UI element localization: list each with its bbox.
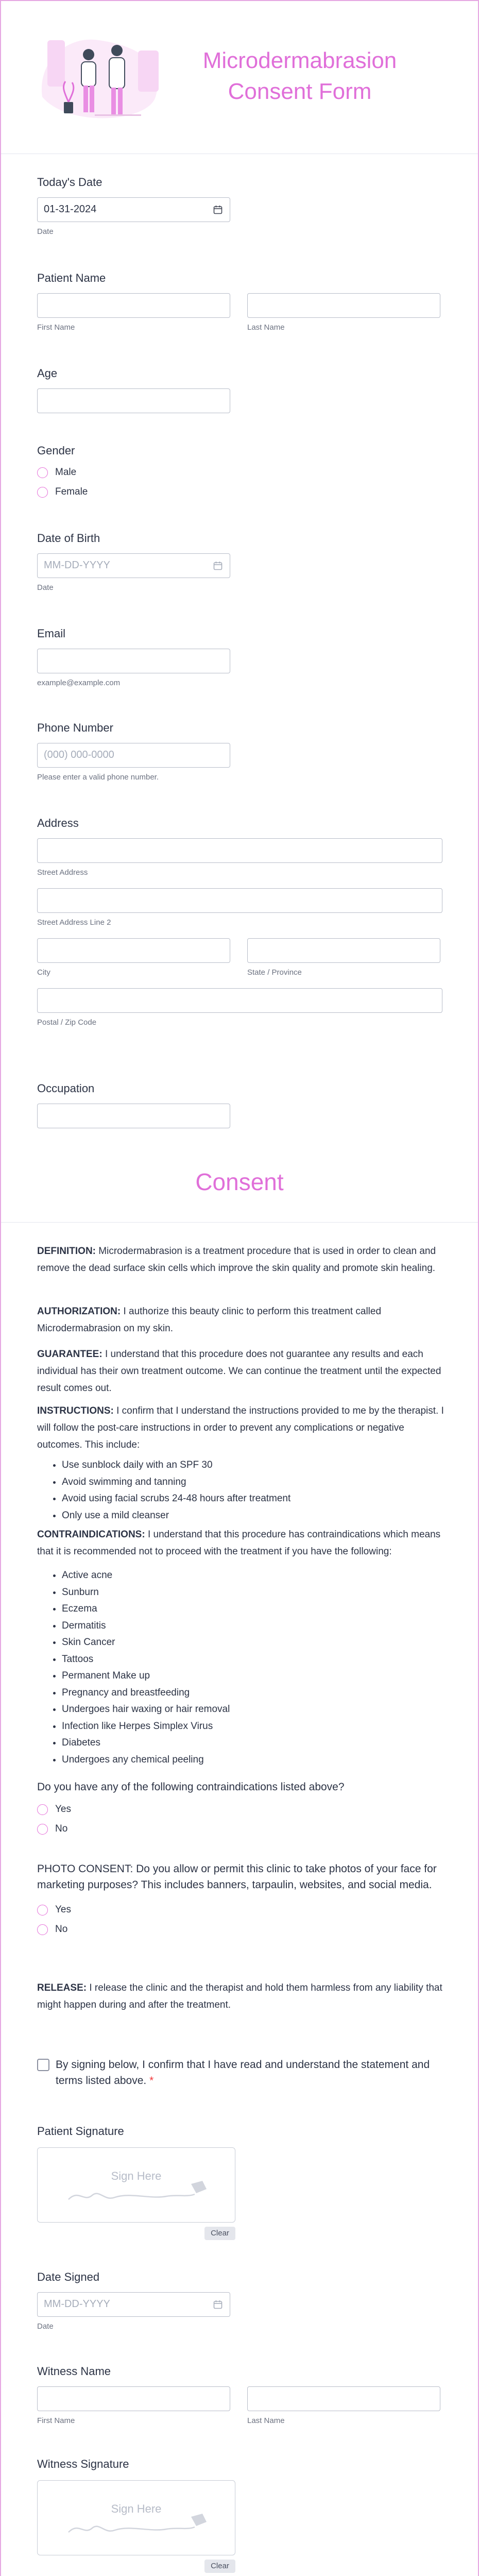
date-signed-1-input[interactable] bbox=[37, 2292, 230, 2317]
date-signed-1-placeholder: MM-DD-YYYY bbox=[44, 2298, 110, 2310]
witness-name-label: Witness Name bbox=[37, 2365, 111, 2378]
occupation-label: Occupation bbox=[37, 1082, 95, 1095]
todays-date-field bbox=[37, 176, 230, 236]
date-signed-1-label: Date Signed bbox=[37, 2270, 100, 2283]
sign-here-placeholder: Sign Here bbox=[111, 2502, 162, 2515]
form-title-line1: Microdermabrasion bbox=[202, 48, 397, 73]
contra-option-yes[interactable] bbox=[37, 1800, 447, 1819]
required-mark: * bbox=[149, 2075, 154, 2087]
phone-field bbox=[37, 721, 230, 782]
occupation-input[interactable] bbox=[37, 1104, 230, 1128]
witness-signature-field bbox=[37, 2458, 235, 2576]
email-field bbox=[37, 627, 230, 687]
form-header bbox=[1, 1, 478, 154]
todays-date-label: Today's Date bbox=[37, 176, 102, 189]
street-address-2-sublabel: Street Address Line 2 bbox=[37, 918, 111, 927]
sign-here-placeholder: Sign Here bbox=[111, 2170, 162, 2182]
patient-name-field bbox=[37, 272, 440, 332]
calendar-icon[interactable] bbox=[213, 205, 223, 214]
contra-yes-label: Yes bbox=[55, 1804, 71, 1815]
list-item: • Undergoes hair waxing or hair removal bbox=[62, 1701, 471, 1718]
patient-first-name-input[interactable] bbox=[37, 293, 230, 318]
instructions-paragraph bbox=[37, 1402, 447, 1453]
list-item: • Eczema bbox=[62, 1601, 471, 1618]
street-address-sublabel: Street Address bbox=[37, 868, 88, 877]
list-item: • Use sunblock daily with an SPF 30 bbox=[62, 1457, 471, 1474]
guarantee-text: I understand that this procedure does not guarantee any results and each individual has their own treatment outcome. We can continue the treatment until the expected result comes out. bbox=[37, 1349, 441, 1394]
email-input[interactable] bbox=[37, 649, 230, 673]
release-heading: RELEASE: bbox=[37, 1982, 87, 1993]
street-address-input[interactable] bbox=[37, 838, 442, 863]
witness-signature-label: Witness Signature bbox=[37, 2458, 129, 2470]
photo-option-no[interactable] bbox=[37, 1920, 444, 1939]
witness-last-name-sublabel: Last Name bbox=[247, 2416, 285, 2425]
age-label: Age bbox=[37, 367, 58, 380]
list-item: • Avoid swimming and tanning bbox=[62, 1474, 471, 1491]
contraindications-text: I understand that this procedure has contraindications which means that it is recommended not to proceed with the treatment if you have the following: bbox=[37, 1529, 441, 1557]
email-sublabel: example@example.com bbox=[37, 679, 121, 687]
street-address-2-input[interactable] bbox=[37, 888, 442, 913]
gender-field bbox=[37, 444, 88, 502]
todays-date-sublabel: Date bbox=[37, 227, 54, 236]
instructions-list bbox=[37, 1457, 471, 1524]
patient-last-name-input[interactable] bbox=[247, 293, 440, 318]
signature-pen-icon bbox=[63, 2512, 213, 2537]
contraindications-list bbox=[37, 1567, 471, 1768]
gender-option-female[interactable] bbox=[37, 482, 88, 502]
instructions-heading: INSTRUCTIONS: bbox=[37, 1405, 114, 1416]
calendar-icon[interactable] bbox=[213, 2300, 223, 2309]
radio-yes[interactable] bbox=[37, 1804, 48, 1815]
email-label: Email bbox=[37, 627, 66, 640]
agreement-checkbox[interactable] bbox=[37, 2059, 49, 2071]
radio-no[interactable] bbox=[37, 1924, 48, 1935]
radio-no[interactable] bbox=[37, 1824, 48, 1835]
signature-pen-icon bbox=[63, 2179, 213, 2205]
definition-paragraph bbox=[37, 1243, 447, 1277]
witness-first-name-sublabel: First Name bbox=[37, 2416, 75, 2425]
address-field bbox=[37, 817, 442, 1027]
radio-yes[interactable] bbox=[37, 1905, 48, 1916]
phone-input[interactable] bbox=[37, 743, 230, 768]
guarantee-paragraph bbox=[37, 1346, 447, 1397]
patient-name-label: Patient Name bbox=[37, 272, 106, 284]
contraindications-heading: CONTRAINDICATIONS: bbox=[37, 1529, 145, 1540]
occupation-field bbox=[37, 1082, 230, 1128]
dob-placeholder: MM-DD-YYYY bbox=[44, 560, 110, 571]
photo-consent-field bbox=[37, 1861, 444, 1939]
list-item: • Tattoos bbox=[62, 1651, 471, 1668]
witness-last-name-input[interactable] bbox=[247, 2386, 440, 2411]
consent-heading: Consent bbox=[195, 1168, 284, 1195]
photo-no-label: No bbox=[55, 1924, 68, 1935]
address-label: Address bbox=[37, 817, 79, 829]
release-text: I release the clinic and the therapist and hold them harmless from any liability that might happen during and after the treatment. bbox=[37, 1982, 442, 2010]
clear-signature-button[interactable]: Clear bbox=[204, 2227, 235, 2240]
guarantee-heading: GUARANTEE: bbox=[37, 1349, 102, 1360]
list-item: • Avoid using facial scrubs 24-48 hours after treatment bbox=[62, 1490, 471, 1507]
contra-question-label: Do you have any of the following contraindications listed above? bbox=[37, 1781, 345, 1793]
dob-label: Date of Birth bbox=[37, 532, 100, 545]
instructions-text: I confirm that I understand the instructions provided to me by the therapist. I will follow the post-care instructions in order to prevent any complications or negative outcomes. This include: bbox=[37, 1405, 444, 1450]
calendar-icon[interactable] bbox=[213, 561, 223, 570]
doctors-illustration bbox=[37, 30, 171, 128]
consent-divider bbox=[1, 1222, 478, 1223]
state-input[interactable] bbox=[247, 938, 440, 963]
gender-male-label: Male bbox=[55, 467, 77, 478]
postal-code-sublabel: Postal / Zip Code bbox=[37, 1018, 97, 1027]
contra-question-field bbox=[37, 1781, 447, 1839]
todays-date-input[interactable] bbox=[37, 197, 230, 222]
city-input[interactable] bbox=[37, 938, 230, 963]
list-item: • Active acne bbox=[62, 1567, 471, 1584]
state-sublabel: State / Province bbox=[247, 968, 302, 977]
phone-sublabel: Please enter a valid phone number. bbox=[37, 773, 159, 782]
patient-signature-pad[interactable] bbox=[37, 2147, 235, 2223]
radio-female[interactable] bbox=[37, 487, 48, 498]
dob-field bbox=[37, 532, 230, 592]
list-item: • Undergoes any chemical peeling bbox=[62, 1752, 471, 1769]
photo-option-yes[interactable] bbox=[37, 1900, 444, 1920]
form-title-line2: Consent Form bbox=[228, 79, 372, 104]
form-title bbox=[192, 45, 408, 107]
gender-option-male[interactable] bbox=[37, 463, 88, 482]
definition-text: Microdermabrasion is a treatment procedure that is used in order to clean and remove the dead surface skin cells which improve the skin quality and promote skin healing. bbox=[37, 1246, 436, 1274]
list-item: • Sunburn bbox=[62, 1584, 471, 1601]
patient-signature-field bbox=[37, 2125, 235, 2245]
city-sublabel: City bbox=[37, 968, 50, 977]
contra-no-label: No bbox=[55, 1823, 68, 1834]
list-item: • Only use a mild cleanser bbox=[62, 1507, 471, 1524]
postal-code-input[interactable] bbox=[37, 988, 442, 1013]
patient-last-name-sublabel: Last Name bbox=[247, 323, 285, 332]
witness-name-field bbox=[37, 2365, 440, 2425]
agreement-label bbox=[56, 2057, 439, 2089]
todays-date-value: 01-31-2024 bbox=[44, 204, 97, 215]
dob-input[interactable] bbox=[37, 553, 230, 578]
list-item: • Pregnancy and breastfeeding bbox=[62, 1685, 471, 1702]
radio-male[interactable] bbox=[37, 467, 48, 478]
definition-heading: DEFINITION: bbox=[37, 1246, 96, 1257]
contraindications-paragraph bbox=[37, 1526, 447, 1560]
authorization-text: I authorize this beauty clinic to perform this treatment called Microdermabrasion on my skin. bbox=[37, 1306, 382, 1334]
list-item: • Permanent Make up bbox=[62, 1668, 471, 1685]
list-item: • Infection like Herpes Simplex Virus bbox=[62, 1718, 471, 1735]
authorization-heading: AUTHORIZATION: bbox=[37, 1306, 121, 1317]
age-input[interactable] bbox=[37, 388, 230, 413]
patient-first-name-sublabel: First Name bbox=[37, 323, 75, 332]
phone-placeholder: (000) 000-0000 bbox=[44, 749, 114, 760]
date-signed-1-sublabel: Date bbox=[37, 2322, 54, 2331]
gender-label: Gender bbox=[37, 444, 75, 457]
photo-consent-label: PHOTO CONSENT: Do you allow or permit this clinic to take photos of your face for marketing purposes? This includes banners, tarpaulin, websites, and social media. bbox=[37, 1863, 437, 1891]
dob-sublabel: Date bbox=[37, 583, 54, 592]
gender-female-label: Female bbox=[55, 486, 88, 497]
date-signed-1-field bbox=[37, 2270, 230, 2331]
witness-first-name-input[interactable] bbox=[37, 2386, 230, 2411]
agreement-text: By signing below, I confirm that I have read and understand the statement and terms listed above. bbox=[56, 2059, 430, 2087]
agreement-field bbox=[37, 2057, 439, 2089]
list-item: • Skin Cancer bbox=[62, 1634, 471, 1651]
photo-yes-label: Yes bbox=[55, 1904, 71, 1915]
clear-signature-button[interactable]: Clear bbox=[204, 2560, 235, 2573]
authorization-paragraph bbox=[37, 1303, 447, 1337]
release-paragraph bbox=[37, 1979, 447, 2013]
contra-option-no[interactable] bbox=[37, 1819, 447, 1839]
age-field bbox=[37, 367, 230, 413]
phone-label: Phone Number bbox=[37, 721, 113, 734]
patient-signature-label: Patient Signature bbox=[37, 2125, 124, 2138]
list-item: • Diabetes bbox=[62, 1735, 471, 1752]
list-item: • Dermatitis bbox=[62, 1618, 471, 1635]
witness-signature-pad[interactable] bbox=[37, 2480, 235, 2555]
